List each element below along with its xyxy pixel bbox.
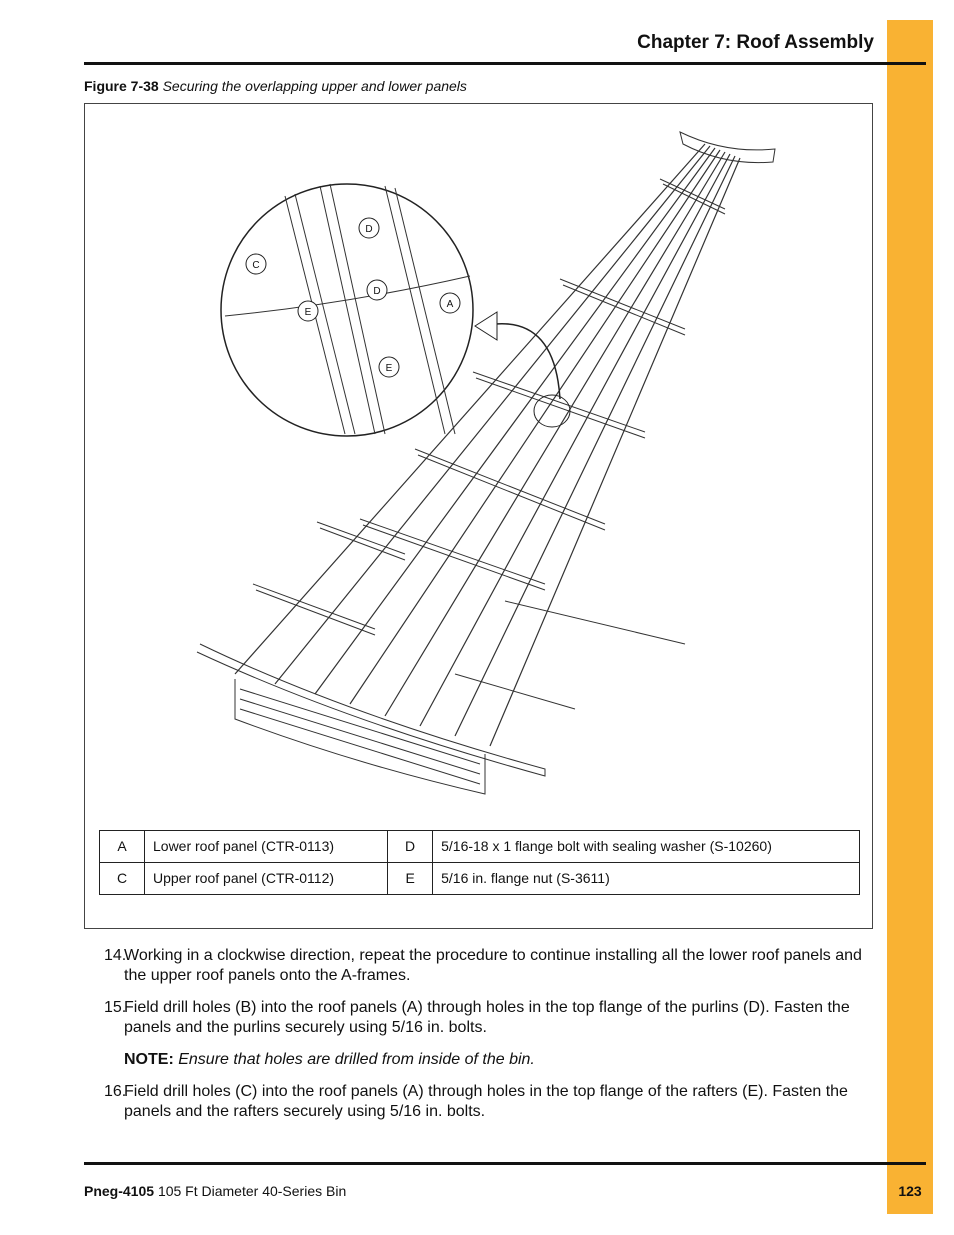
step-number: 16. [104,1083,127,1100]
footer-doc-info [84,1183,346,1199]
purlin-lines [253,179,725,709]
procedure-steps [104,946,874,1134]
callout-e-left-label: E [304,307,312,318]
step-15 [104,998,874,1038]
figure-caption-text: Securing the overlapping upper and lower panels [162,78,467,94]
callout-c [246,254,266,274]
note [104,1050,874,1070]
step-14 [104,946,874,986]
chapter-side-tab [887,20,933,1214]
step-number: 15. [104,999,127,1016]
roof-panel-ribs [235,144,740,746]
legend-key: A [100,831,145,863]
callout-d-top [359,218,379,238]
callout-a-label: A [446,299,454,310]
figure-label: Figure 7-38 [84,78,159,94]
callout-e-bottom-label: E [385,363,393,374]
legend-value: 5/16 in. flange nut (S-3611) [433,863,860,895]
step-text: Working in a clockwise direction, repeat the procedure to continue installing all the lower roof panels and the upper roof panels onto the A-frames. [124,947,862,984]
chapter-title: Chapter 7: Roof Assembly [637,32,874,53]
legend-key: C [100,863,145,895]
note-text: Ensure that holes are drilled from inside of the bin. [178,1051,535,1068]
legend-key: D [388,831,433,863]
note-label: NOTE: [124,1051,174,1068]
detail-arrow-head [475,312,497,340]
page-number: 123 [898,1183,922,1199]
callout-e-left [298,301,318,321]
step-16 [104,1082,874,1122]
figure-legend-table [99,830,860,895]
legend-value: 5/16-18 x 1 flange bolt with sealing washer (S-10260) [433,831,860,863]
detail-panels [225,184,470,434]
callout-e-bottom [379,357,399,377]
footer-doc-id: Pneg-4105 [84,1183,155,1199]
header-rule [84,62,926,65]
legend-key: E [388,863,433,895]
step-text: Field drill holes (C) into the roof panels (A) through holes in the top flange of the rafters (E). Fasten the panels and the rafters securely using 5/16 in. bolts. [124,1083,848,1120]
eave-edge [197,644,545,794]
legend-row [100,863,860,895]
callout-d-top-label: D [365,224,373,235]
callout-a [440,293,460,313]
callout-c-label: C [252,260,260,271]
legend-value: Lower roof panel (CTR-0113) [145,831,388,863]
legend-row [100,831,860,863]
step-number: 14. [104,947,127,964]
callout-d-middle-label: D [373,286,381,297]
figure-caption [84,78,467,94]
callout-d-middle [367,280,387,300]
figure-box [84,103,873,929]
roof-assembly-drawing [85,104,872,824]
step-text: Field drill holes (B) into the roof panels (A) through holes in the top flange of the purlins (D). Fasten the panels and the purlins securely using 5/16 in. bolts. [124,999,850,1036]
footer-rule [84,1162,926,1165]
legend-value: Upper roof panel (CTR-0112) [145,863,388,895]
footer-doc-title: 105 Ft Diameter 40-Series Bin [157,1183,347,1199]
